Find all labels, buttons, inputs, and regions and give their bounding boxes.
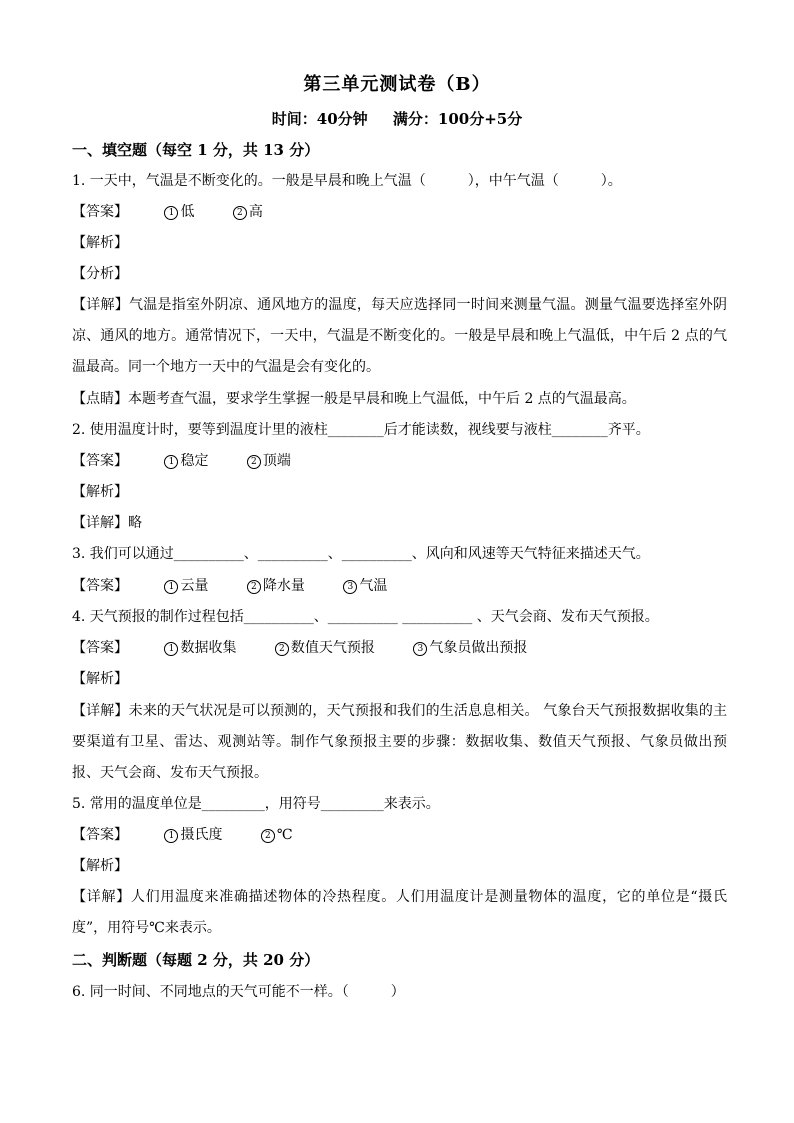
detail-label: 【详解】: [72, 889, 131, 905]
time-limit: 时间：40分钟: [271, 110, 368, 128]
detail-paragraph-1: [72, 290, 727, 383]
answer-label: 【答案】: [72, 827, 128, 843]
detail-label: 【详解】: [72, 297, 129, 313]
analysis-label: 【解析】: [72, 235, 128, 251]
answer-item: 1 云量: [164, 578, 208, 594]
detail-paragraph-4: [72, 696, 727, 789]
question-4: 4. 天气预报的制作过程包括__________、__________ __________ 、天气会商、发布天气预报。: [72, 609, 659, 625]
detail-text: 人们用温度来准确描述物体的冷热程度。人们用温度计是测量物体的温度，它的单位是“摄氏度”，用符号℃来表示。: [72, 889, 728, 936]
answer-item: 1 稳定: [164, 453, 208, 469]
question-1: 1. 一天中，气温是不断变化的。一般是早晨和晚上气温（ ），中午气温（ ）。: [72, 173, 622, 189]
answer-label: 【答案】: [72, 640, 128, 656]
exam-info: [0, 108, 794, 129]
answer-item: 2 顶端: [247, 453, 291, 469]
answer-row-1: [72, 202, 732, 222]
answer-label: 【答案】: [72, 578, 128, 594]
detail-label: 【详解】: [72, 703, 129, 719]
question-3: 3. 我们可以通过__________、__________、__________、风向和风速等天气特征来描述天气。: [72, 546, 650, 562]
dianjing-text: 本题考查气温，要求学生掌握一般是早晨和晚上气温低，中午后 2 点的气温最高。: [128, 391, 636, 407]
answer-row-5: [72, 825, 732, 845]
question-2: 2. 使用温度计时，要等到温度计里的液柱________后才能读数，视线要与液柱________齐平。: [72, 422, 650, 438]
dianjing-label: 【点睛】: [72, 391, 128, 407]
analysis-label: 【解析】: [72, 858, 128, 874]
answer-label: 【答案】: [72, 204, 128, 220]
detail-text: 略: [128, 515, 142, 531]
detail-text: 未来的天气状况是可以预测的，天气预报和我们的生活息息相关。 气象台天气预报数据收集的主要渠道有卫星、雷达、观测站等。制作气象预报主要的步骤：数据收集、数值天气预报、气象员做出预报、天气会商、发布天气预报。: [72, 703, 728, 781]
detail-paragraph-5: [72, 882, 727, 944]
full-score: 满分：100分+5分: [392, 110, 523, 128]
detail-text: 气温是指室外阴凉、通风地方的温度，每天应选择同一时间来测量气温。测量气温要选择室外阴凉、通风的地方。通常情况下，一天中，气温是不断变化的。一般是早晨和晚上气温低，中午后 2 点的气温最高。同一个地方一天中的气温是会有变化的。: [72, 297, 728, 375]
question-6: 6. 同一时间、不同地点的天气可能不一样。（ ）: [72, 984, 405, 1000]
section-heading-fill-blank: 一、填空题（每空 1 分，共 13 分）: [72, 141, 320, 159]
analysis-label: 【解析】: [72, 671, 128, 687]
answer-row-4: [72, 638, 732, 658]
answer-item: 1 摄氏度: [164, 827, 222, 843]
dianjing-row: [72, 389, 732, 409]
fenxi-label: 【分析】: [72, 266, 128, 282]
answer-item: 2 数值天气预报: [275, 640, 375, 656]
answer-row-2: [72, 451, 732, 471]
answer-row-3: [72, 576, 732, 596]
answer-label: 【答案】: [72, 453, 128, 469]
answer-item: 2 高: [233, 204, 263, 220]
answer-item: 3 气温: [343, 578, 387, 594]
analysis-label: 【解析】: [72, 484, 128, 500]
answer-item: 1 低: [164, 204, 194, 220]
detail-label: 【详解】: [72, 515, 128, 531]
answer-item: 1 数据收集: [164, 640, 236, 656]
answer-item: 2 降水量: [247, 578, 305, 594]
answer-item: 2 ℃: [261, 827, 293, 843]
section-heading-true-false: 二、判断题（每题 2 分，共 20 分）: [72, 951, 320, 969]
answer-item: 3 气象员做出预报: [413, 640, 527, 656]
detail-row-2: [72, 513, 732, 533]
page-title: 第三单元测试卷（B）: [303, 74, 491, 95]
question-5: 5. 常用的温度单位是_________，用符号_________来表示。: [72, 796, 440, 812]
